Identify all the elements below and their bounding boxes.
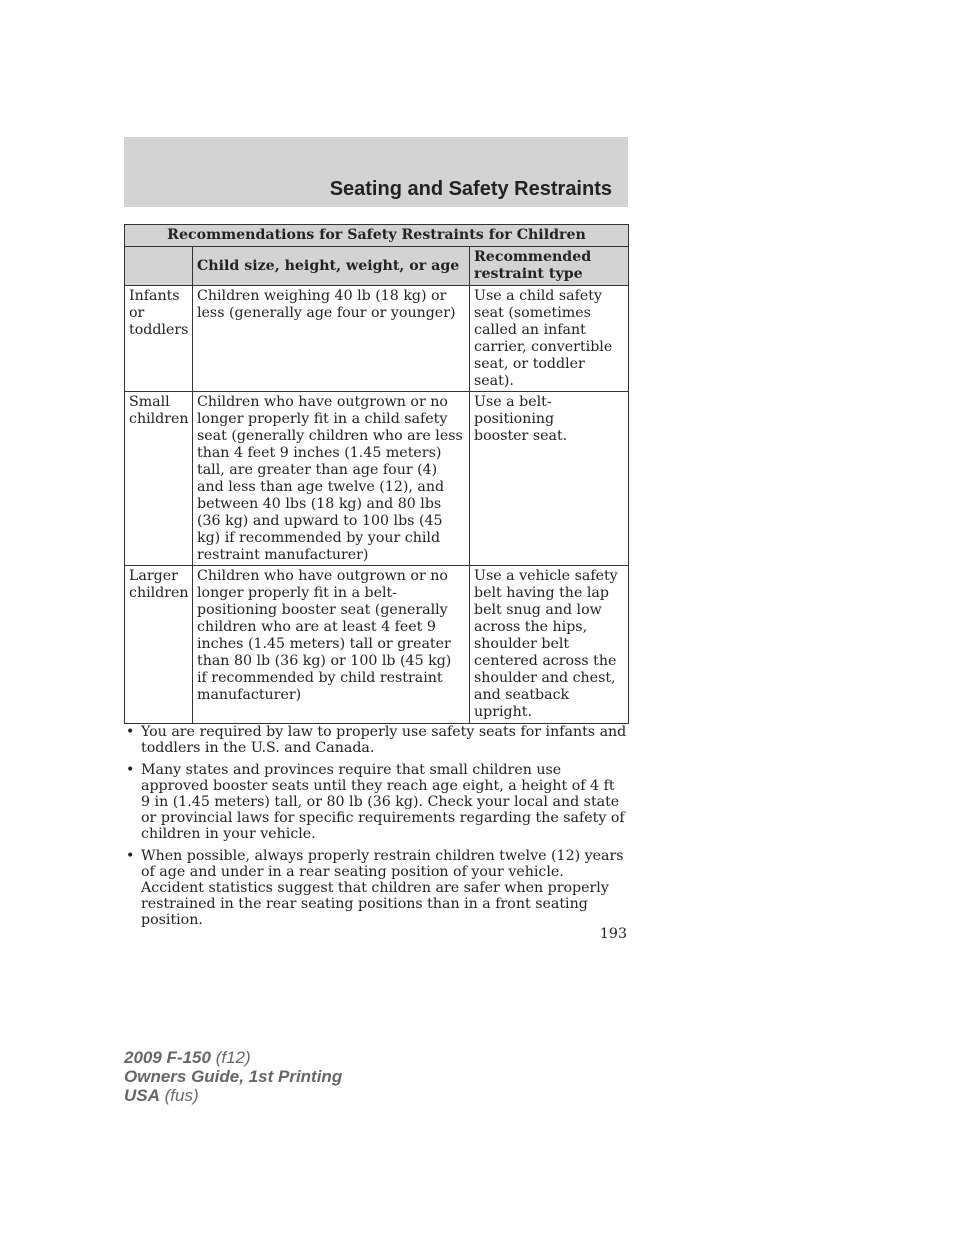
page-title: Seating and Safety Restraints xyxy=(329,178,612,200)
row-restraint: Use a vehicle safety belt having the lap belt snug and low across the hips, shoulder belt centered across the shoulder and chest, and seatback upright. xyxy=(470,566,629,724)
footer-market-code: (fus) xyxy=(164,1086,199,1105)
bullet-icon: • xyxy=(126,724,135,740)
page-number: 193 xyxy=(599,926,627,942)
list-item-text: When possible, always properly restrain children twelve (12) years of age and under in a rear seating position of your vehicle. Accident statistics suggest that children are safer when properly restrained in the rear seating positions than in a front seating position. xyxy=(141,848,624,928)
safety-notes-list xyxy=(124,724,628,934)
column-header-category xyxy=(125,247,193,286)
row-category: Larger children xyxy=(125,566,193,724)
list-item xyxy=(124,724,628,756)
row-size: Children who have outgrown or no longer properly fit in a belt-positioning booster seat (generally children who are at least 4 feet 9 inches (1.45 meters) tall or greater than 80 lb (36 kg) or 100 lb (45 kg) if recommended by child restraint manufacturer) xyxy=(193,566,470,724)
column-header-restraint: Recommended restraint type xyxy=(470,247,629,286)
row-size: Children who have outgrown or no longer properly fit in a child safety seat (generally children who are less than 4 feet 9 inches (1.45 meters) tall, are greater than age four (4) and less than age twelve (12), and between 40 lbs (18 kg) and 80 lbs (36 kg) and upward to 100 lbs (45 kg) if recommended by your child restraint manufacturer) xyxy=(193,392,470,566)
list-item xyxy=(124,762,628,842)
row-category: Small children xyxy=(125,392,193,566)
bullet-icon: • xyxy=(126,762,135,778)
bullet-icon: • xyxy=(126,848,135,864)
table-row xyxy=(125,286,629,392)
row-size: Children weighing 40 lb (18 kg) or less (generally age four or younger) xyxy=(193,286,470,392)
row-restraint: Use a child safety seat (sometimes called an infant carrier, convertible seat, or toddler seat). xyxy=(470,286,629,392)
section-header-band xyxy=(124,137,628,207)
footer-line-model xyxy=(124,1048,342,1067)
footer-market: USA xyxy=(124,1086,160,1105)
list-item xyxy=(124,848,628,928)
table-row xyxy=(125,566,629,724)
footer-model: 2009 F-150 xyxy=(124,1048,211,1067)
table-caption-row xyxy=(125,225,629,247)
table-header-row xyxy=(125,247,629,286)
column-header-size: Child size, height, weight, or age xyxy=(193,247,470,286)
row-category: Infants or toddlers xyxy=(125,286,193,392)
footer-line-market xyxy=(124,1086,342,1105)
document-footer xyxy=(124,1048,342,1105)
table-row xyxy=(125,392,629,566)
row-restraint: Use a belt-positioning booster seat. xyxy=(470,392,629,566)
list-item-text: Many states and provinces require that small children use approved booster seats until they reach age eight, a height of 4 ft 9 in (1.45 meters) tall, or 80 lb (36 kg). Check your local and state or provincial laws for specific requirements regarding the safety of children in your vehicle. xyxy=(141,762,625,842)
restraint-recommendations-table xyxy=(124,224,629,724)
footer-model-code: (f12) xyxy=(215,1048,251,1067)
footer-edition: Owners Guide, 1st Printing xyxy=(124,1067,343,1086)
list-item-text: You are required by law to properly use safety seats for infants and toddlers in the U.S. and Canada. xyxy=(141,724,627,756)
table-caption: Recommendations for Safety Restraints for Children xyxy=(125,225,629,247)
